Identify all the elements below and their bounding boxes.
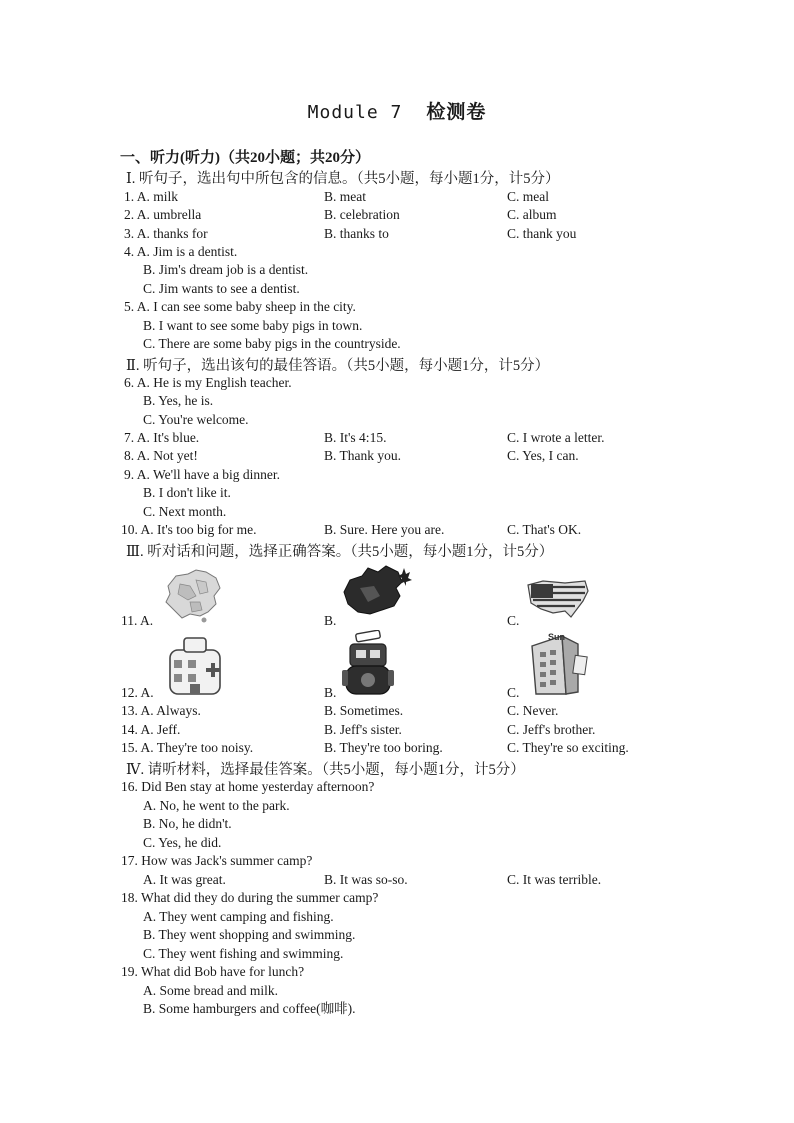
robot-picture [340,630,396,698]
q8-option-c: C. Yes, I can. [507,448,579,463]
q4-option-c: C. Jim wants to see a dentist. [143,281,300,296]
q4-option-a: 4. A. Jim is a dentist. [124,244,238,259]
q11-option-c: C. [507,613,520,628]
china-map-picture [160,566,226,624]
q18-stem: 18. What did they do during the summer camp? [121,890,379,905]
q1-option-c: C. meal [507,189,549,204]
q8-option-a: 8. A. Not yet! [124,448,198,463]
section-heading: 一、听力(听力)（共20小题；共20分） [120,150,370,166]
q8-option-b: B. Thank you. [324,448,401,463]
q19-stem: 19. What did Bob have for lunch? [121,964,305,979]
q3-option-a: 3. A. thanks for [124,226,208,241]
q7-option-b: B. It's 4:15. [324,430,387,445]
q4-option-b: B. Jim's dream job is a dentist. [143,262,309,277]
q13-option-c: C. Never. [507,703,559,718]
q2-option-c: C. album [507,207,557,222]
q10-option-a: 10. A. It's too big for me. [121,522,257,537]
q18-option-c: C. They went fishing and swimming. [143,946,344,961]
q1-option-a: 1. A. milk [124,189,179,204]
q9-option-b: B. I don't like it. [143,485,231,500]
q3-option-c: C. thank you [507,226,577,241]
q6-option-c: C. You're welcome. [143,412,249,427]
q2-option-a: 2. A. umbrella [124,207,202,222]
building-sign-text: Sun [548,632,565,642]
q18-option-b: B. They went shopping and swimming. [143,927,356,942]
q5-option-c: C. There are some baby pigs in the countryside. [143,336,401,351]
q19-option-a: A. Some bread and milk. [143,983,278,998]
q7-option-c: C. I wrote a letter. [507,430,605,445]
q12-option-b: B. [324,685,337,700]
q14-option-b: B. Jeff's sister. [324,722,402,737]
q10-option-c: C. That's OK. [507,522,582,537]
q17-option-a: A. It was great. [143,872,226,887]
q10-option-b: B. Sure. Here you are. [324,522,445,537]
q6-option-a: 6. A. He is my English teacher. [124,375,292,390]
page-title [0,97,794,124]
q15-option-b: B. They're too boring. [324,740,443,755]
part-4-heading: Ⅳ. 请听材料，选择最佳答案。（共5小题，每小题1分，计5分） [126,762,525,778]
q13-option-b: B. Sometimes. [324,703,404,718]
q16-option-b: B. No, he didn't. [143,816,232,831]
title-module: Module 7 [307,102,403,123]
q17-stem: 17. How was Jack's summer camp? [121,853,313,868]
part-1-heading: Ⅰ. 听句子，选出句中所包含的信息。（共5小题，每小题1分，计5分） [126,171,560,187]
q16-option-a: A. No, he went to the park. [143,798,290,813]
q15-option-c: C. They're so exciting. [507,740,629,755]
q15-option-a: 15. A. They're too noisy. [121,740,254,755]
q19-option-b: B. Some hamburgers and coffee(咖啡). [143,1001,356,1016]
q14-option-a: 14. A. Jeff. [121,722,181,737]
hospital-picture [162,632,228,698]
q16-option-c: C. Yes, he did. [143,835,222,850]
part-2-heading: Ⅱ. 听句子，选出该句的最佳答语。（共5小题，每小题1分，计5分） [126,358,550,374]
q17-option-c: C. It was terrible. [507,872,602,887]
usa-map-picture [525,575,591,623]
title-cn: 检测卷 [426,102,487,123]
q16-stem: 16. Did Ben stay at home yesterday afternoon? [121,779,375,794]
building-picture [526,628,592,698]
q18-option-a: A. They went camping and fishing. [143,909,334,924]
part-3-heading: Ⅲ. 听对话和问题，选择正确答案。（共5小题，每小题1分，计5分） [126,544,554,560]
q12-option-c: C. [507,685,520,700]
q11-option-b: B. [324,613,337,628]
q7-option-a: 7. A. It's blue. [124,430,200,445]
q5-option-a: 5. A. I can see some baby sheep in the city. [124,299,356,314]
q9-option-a: 9. A. We'll have a big dinner. [124,467,280,482]
q13-option-a: 13. A. Always. [121,703,201,718]
q12-option-a: 12. A. [121,685,154,700]
q2-option-b: B. celebration [324,207,400,222]
q9-option-c: C. Next month. [143,504,227,519]
q1-option-b: B. meat [324,189,366,204]
canada-map-picture [340,562,414,622]
q3-option-b: B. thanks to [324,226,389,241]
q5-option-b: B. I want to see some baby pigs in town. [143,318,363,333]
q17-option-b: B. It was so-so. [324,872,408,887]
q6-option-b: B. Yes, he is. [143,393,214,408]
q14-option-c: C. Jeff's brother. [507,722,596,737]
q11-option-a: 11. A. [121,613,154,628]
